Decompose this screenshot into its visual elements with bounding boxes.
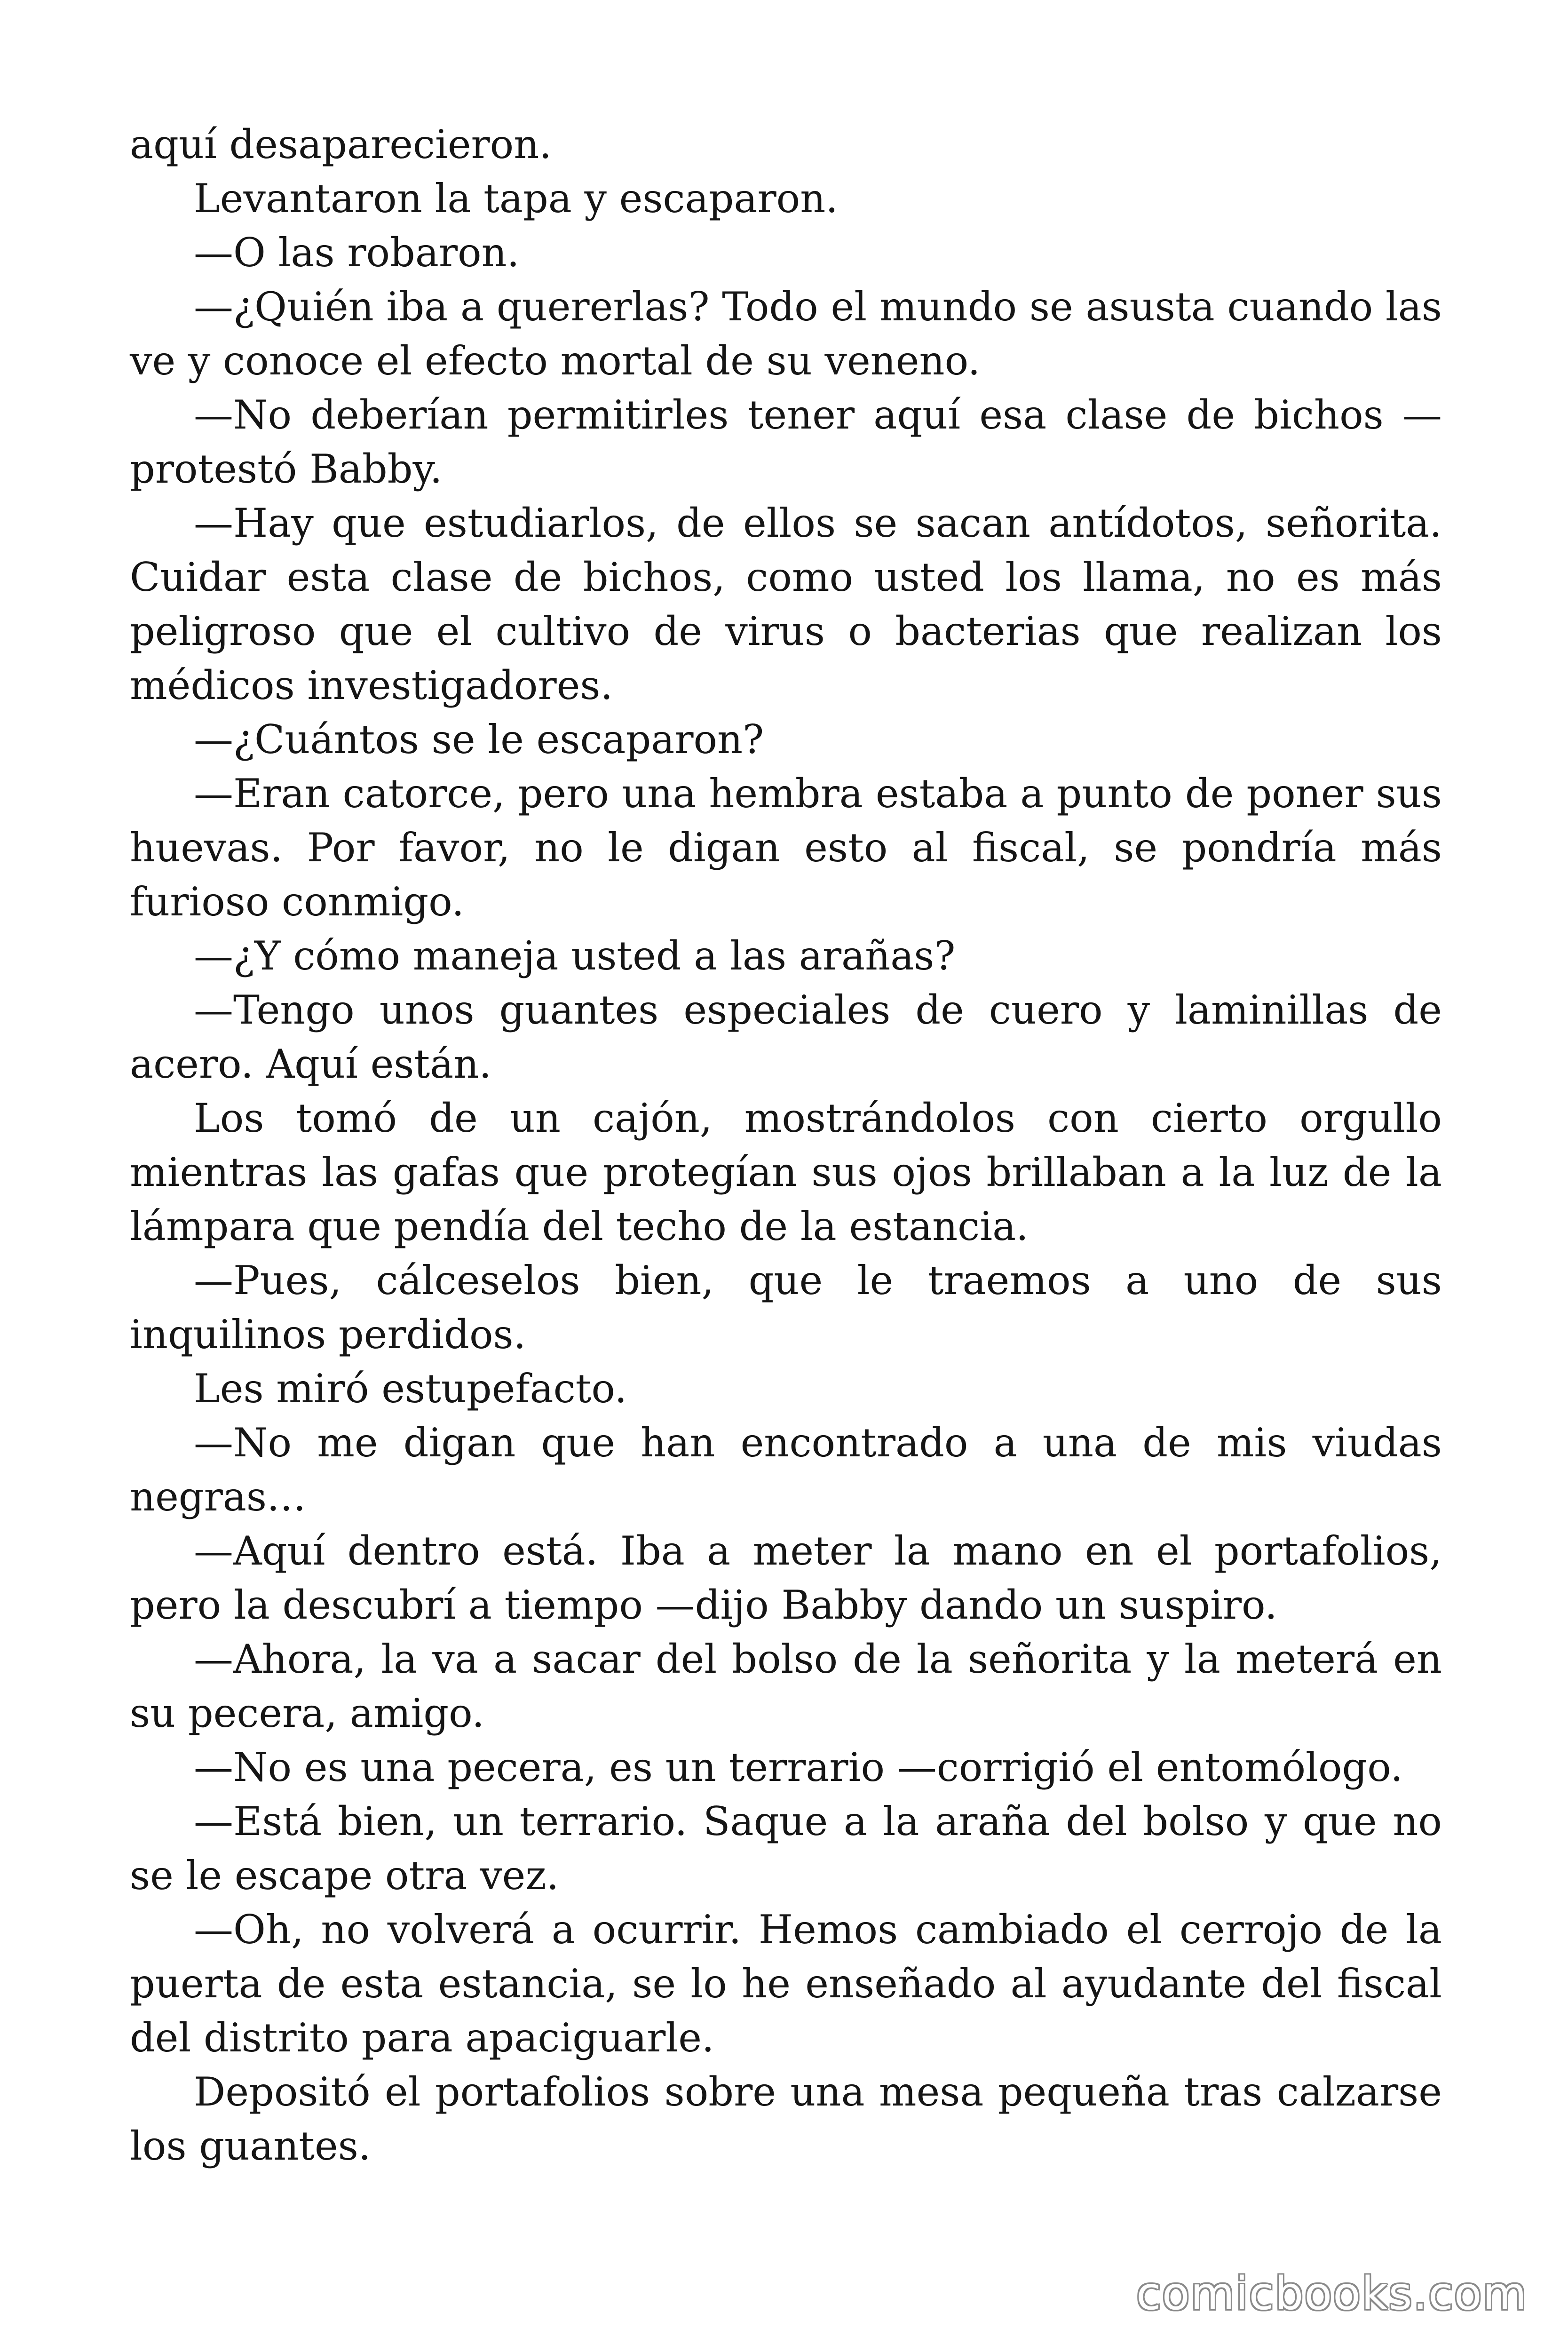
watermark: comicbooks.com	[1136, 2267, 1528, 2320]
paragraph: —Ahora, la va a sacar del bolso de la señorita y la meterá en su pecera, amigo.	[130, 1636, 1442, 1736]
paragraph: aquí desaparecieron.	[130, 121, 552, 167]
paragraph: Los tomó de un cajón, mostrándolos con cierto orgullo mientras las gafas que protegían sus ojos brillaban a la luz de la lámpara que pendía del techo de la estancia.	[130, 1095, 1442, 1249]
paragraph: Les miró estupefacto.	[194, 1366, 627, 1412]
paragraph: —Tengo unos guantes especiales de cuero y laminillas de acero. Aquí están.	[130, 987, 1442, 1087]
paragraph: —O las robaron.	[194, 230, 520, 276]
paragraph: —¿Cuántos se le escaparon?	[194, 716, 764, 763]
book-page-text	[130, 118, 1442, 2173]
paragraph: —No deberían permitirles tener aquí esa clase de bichos —protestó Babby.	[130, 392, 1442, 492]
paragraph: —¿Quién iba a quererlas? Todo el mundo se asusta cuando las ve y conoce el efecto mortal de su veneno.	[130, 284, 1442, 384]
paragraph: —No me digan que han encontrado a una de mis viudas negras…	[130, 1420, 1442, 1520]
paragraph: —Aquí dentro está. Iba a meter la mano en el portafolios, pero la descubrí a tiempo —dijo Babby dando un suspiro.	[130, 1528, 1442, 1628]
paragraph: —¿Y cómo maneja usted a las arañas?	[194, 933, 956, 979]
paragraph: —Pues, cálceselos bien, que le traemos a uno de sus inquilinos perdidos.	[130, 1257, 1442, 1358]
paragraph: —Está bien, un terrario. Saque a la araña del bolso y que no se le escape otra vez.	[130, 1798, 1442, 1899]
paragraph: Levantaron la tapa y escaparon.	[194, 175, 839, 222]
paragraph: —Oh, no volverá a ocurrir. Hemos cambiado el cerrojo de la puerta de esta estancia, se lo he enseñado al ayudante del fiscal del distrito para apaciguarle.	[130, 1907, 1442, 2061]
paragraph: Depositó el portafolios sobre una mesa pequeña tras calzarse los guantes.	[130, 2069, 1442, 2169]
paragraph: —Hay que estudiarlos, de ellos se sacan antídotos, señorita. Cuidar esta clase de bichos, como usted los llama, no es más peligroso que el cultivo de virus o bacterias que realizan los médicos investigadores.	[130, 500, 1442, 708]
paragraph: —No es una pecera, es un terrario —corrigió el entomólogo.	[194, 1744, 1403, 1790]
paragraph: —Eran catorce, pero una hembra estaba a punto de poner sus huevas. Por favor, no le digan esto al fiscal, se pondría más furioso conmigo.	[130, 771, 1442, 925]
